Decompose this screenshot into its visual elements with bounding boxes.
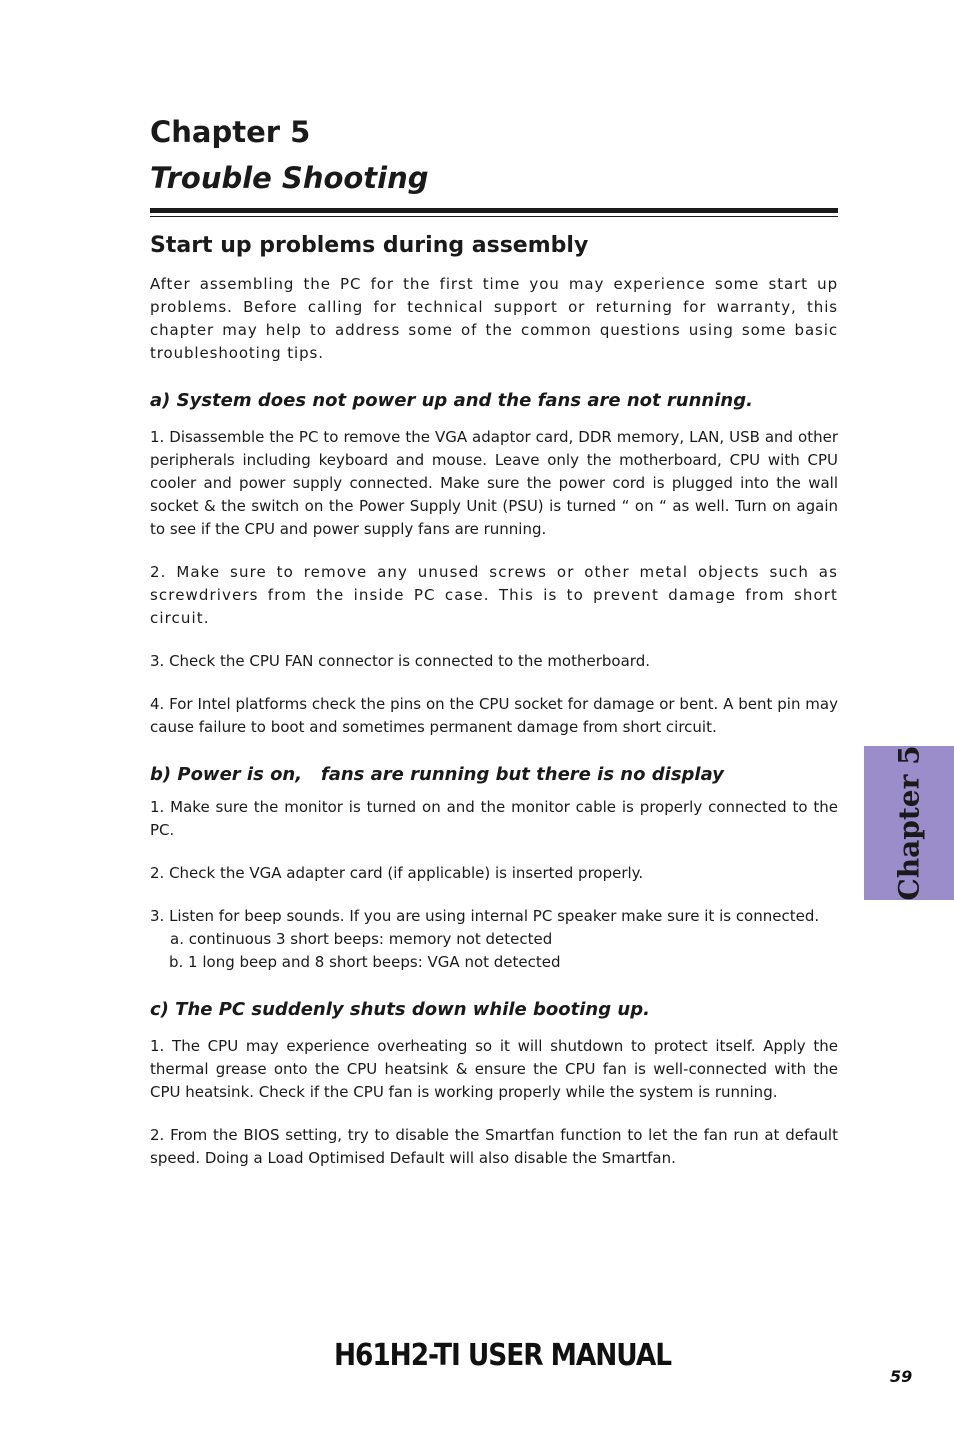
subsection-b-item-2: 2. Check the VGA adapter card (if applicable) is inserted properly. [150, 864, 644, 882]
chapter-title: Trouble Shooting [150, 161, 429, 195]
subsection-b-heading: b) Power is on, fans are running but there is no display [150, 764, 724, 785]
chapter-label: Chapter 5 [150, 115, 311, 149]
subsection-b-subitem-b: b. 1 long beep and 8 short beeps: VGA not detected [169, 953, 561, 971]
subsection-a-heading: a) System does not power up and the fans are not running. [150, 390, 753, 411]
chapter-side-tab [864, 746, 954, 900]
manual-title: H61H2-TI USER MANUAL [334, 1338, 671, 1373]
subsection-b-item-3: 3. Listen for beep sounds. If you are using internal PC speaker make sure it is connected. [150, 907, 820, 925]
subsection-b-item-1: 1. Make sure the monitor is turned on and the monitor cable is properly connected to the PC. [150, 798, 838, 839]
subsection-a-item-2: 2. Make sure to remove any unused screws or other metal objects such as screwdrivers from the inside PC case. This is to prevent damage from short circuit. [150, 563, 838, 627]
subsection-a-item-3: 3. Check the CPU FAN connector is connected to the motherboard. [150, 652, 650, 670]
section-heading: Start up problems during assembly [150, 233, 589, 258]
side-tab-label: Chapter 5 [892, 745, 926, 901]
page-number: 59 [890, 1367, 913, 1386]
title-rule-thick [150, 208, 838, 213]
subsection-c-item-1: 1. The CPU may experience overheating so it will shutdown to protect itself. Apply the thermal grease onto the CPU heatsink & ensure the CPU fan is well-connected with the CPU heatsink. Check if the CPU fan is working properly while the system is running. [150, 1037, 838, 1101]
subsection-c-item-2: 2. From the BIOS setting, try to disable the Smartfan function to let the fan run at default speed. Doing a Load Optimised Default will also disable the Smartfan. [150, 1126, 838, 1167]
subsection-c-heading: c) The PC suddenly shuts down while booting up. [150, 999, 650, 1020]
intro-paragraph: After assembling the PC for the first time you may experience some start up problems. Before calling for technical support or returning for warranty, this chapter may help to address some of the common questions using some basic troubleshooting tips. [150, 275, 838, 362]
page-content [150, 112, 838, 1170]
subsection-a-item-4: 4. For Intel platforms check the pins on the CPU socket for damage or bent. A bent pin may cause failure to boot and sometimes permanent damage from short circuit. [150, 695, 838, 736]
subsection-b-subitem-a: a. continuous 3 short beeps: memory not detected [170, 930, 553, 948]
title-rule-thin [150, 216, 838, 217]
subsection-a-item-1: 1. Disassemble the PC to remove the VGA adaptor card, DDR memory, LAN, USB and other peripherals including keyboard and mouse. Leave only the motherboard, CPU with CPU cooler and power supply connected. Make sure the power cord is plugged into the wall socket & the switch on the Power Supply Unit (PSU) is turned “ on “ as well. Turn on again to see if the CPU and power supply fans are running. [150, 428, 838, 538]
